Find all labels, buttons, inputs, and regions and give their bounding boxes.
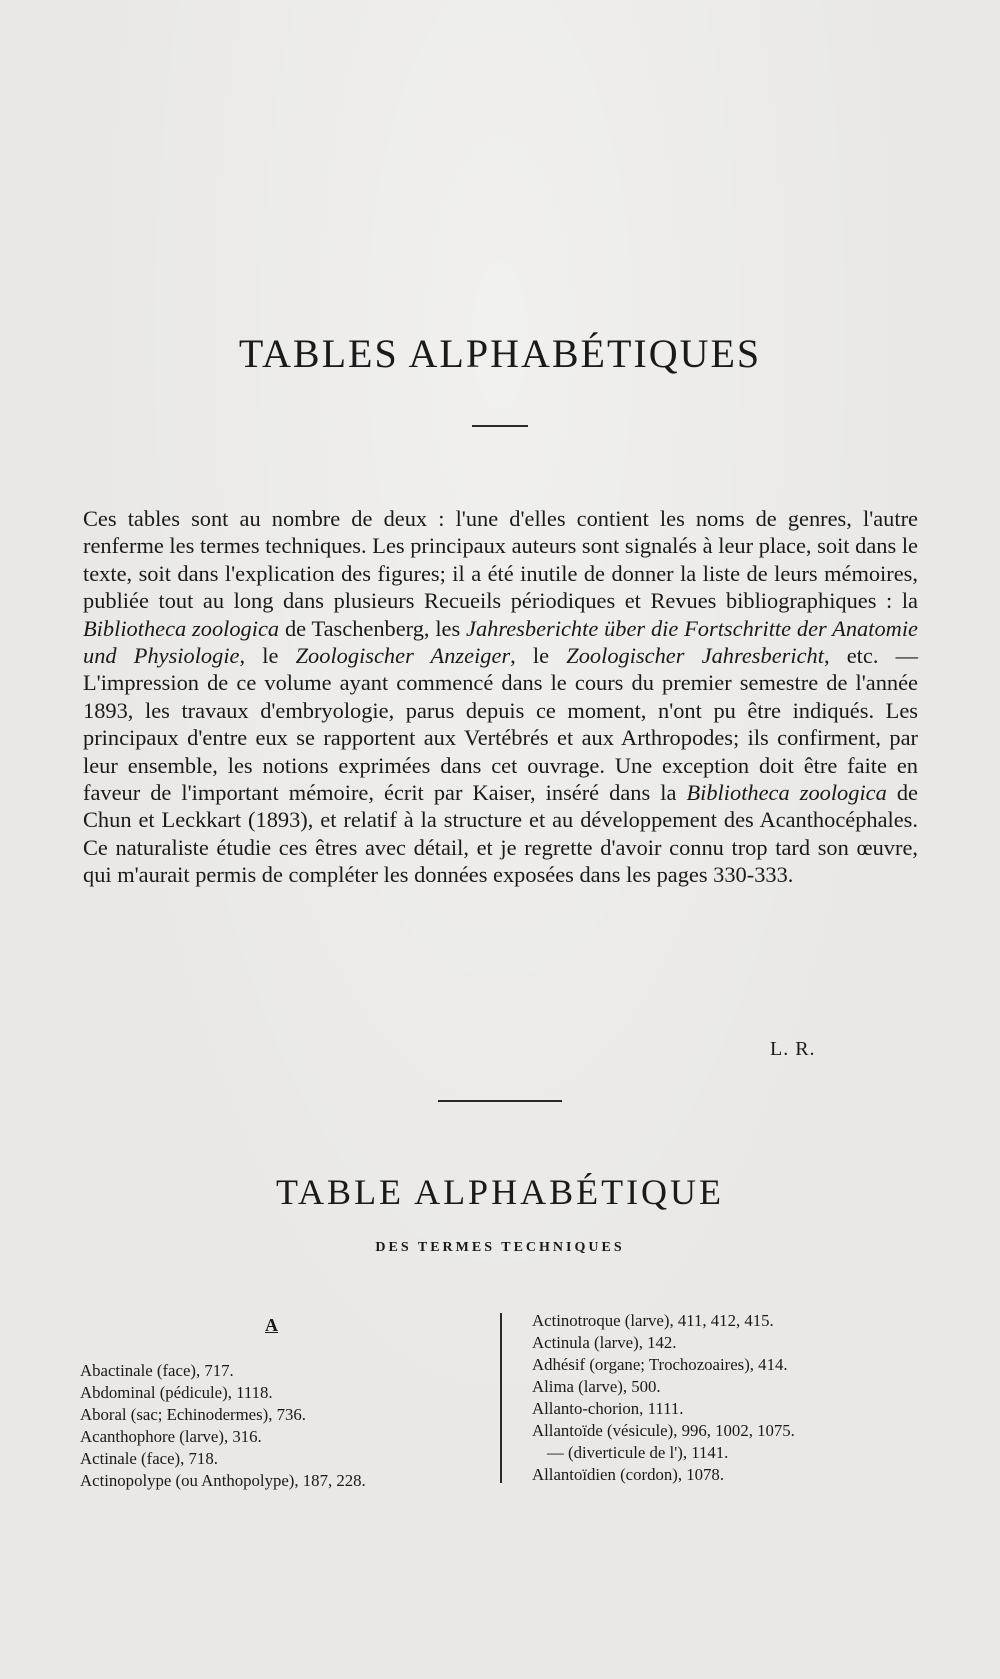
intro-italic-5: Bibliotheca zoologica bbox=[686, 780, 887, 806]
index-entry: Allantoïde (vésicule), 996, 1002, 1075. bbox=[532, 1421, 795, 1440]
intro-italic-1: Bibliotheca zoologica bbox=[83, 615, 280, 641]
intro-text-4: , le bbox=[510, 643, 567, 669]
intro-text-3: , le bbox=[239, 643, 296, 669]
intro-paragraph bbox=[83, 505, 918, 889]
column-divider bbox=[500, 1313, 502, 1483]
index-column-right bbox=[532, 1310, 932, 1486]
index-entry: Abactinale (face), 717. bbox=[80, 1361, 234, 1380]
intro-italic-4: Zoologischer Jahresbericht bbox=[566, 643, 824, 669]
section-title: TABLE ALPHABÉTIQUE bbox=[275, 1172, 725, 1212]
index-column-left bbox=[80, 1360, 490, 1492]
intro-italic-2: Jahresberichte über die Fortschritte der Anatomie und Physiologie bbox=[83, 615, 918, 669]
letter-heading: A bbox=[265, 1315, 278, 1335]
intro-text-1: Ces tables sont au nombre de deux : l'une d'elles contient les noms de genres, l'autre renferme les termes techniques. Les principaux auteurs sont signalés à leur place, soit dans le texte, soit dans l'explication des figures; il a été inutile de donner la liste de leurs mémoires, publiée tout au long dans plusieurs Recueils périodiques et Revues bibliographiques : la bbox=[83, 506, 918, 614]
index-entry: Alima (larve), 500. bbox=[532, 1377, 661, 1396]
index-entry: Aboral (sac; Echinodermes), 736. bbox=[80, 1405, 307, 1424]
section-subtitle: DES TERMES TECHNIQUES bbox=[375, 1240, 625, 1255]
signature: L. R. bbox=[770, 1038, 816, 1060]
index-entry: Allanto-chorion, 1111. bbox=[532, 1399, 684, 1418]
intro-text-2: de Taschenberg, les bbox=[279, 615, 467, 641]
index-entry: Adhésif (organe; Trochozoaires), 414. bbox=[532, 1355, 788, 1374]
index-entry: Actinopolype (ou Anthopolype), 187, 228. bbox=[80, 1471, 366, 1490]
index-entry: Actinula (larve), 142. bbox=[532, 1333, 677, 1352]
section-rule bbox=[438, 1100, 562, 1102]
index-entry: Allantoïdien (cordon), 1078. bbox=[532, 1465, 725, 1484]
intro-text-5: , etc. — L'impression de ce volume ayant commencé dans le cours du premier semestre de l'année 1893, les travaux d'embryologie, parus depuis ce moment, n'ont pu être indiqués. Les principaux d'entre eux se rapportent aux Vertébrés et aux Arthropodes; ils confirment, par leur ensemble, les notions exprimées dans cet ouvrage. Une exception doit être faite en faveur de l'important mémoire, écrit par Kaiser, inséré dans la bbox=[83, 643, 918, 806]
intro-italic-3: Zoologischer Anzeiger bbox=[295, 643, 511, 669]
index-entry: Acanthophore (larve), 316. bbox=[80, 1427, 262, 1446]
index-entry: Actinotroque (larve), 411, 412, 415. bbox=[532, 1311, 774, 1330]
index-entry: Abdominal (pédicule), 1118. bbox=[80, 1383, 273, 1402]
title-rule bbox=[472, 425, 528, 427]
index-subentry: — (diverticule de l'), 1141. bbox=[547, 1443, 729, 1462]
main-title: TABLES ALPHABÉTIQUES bbox=[238, 331, 762, 376]
index-entry: Actinale (face), 718. bbox=[80, 1449, 218, 1468]
intro-text-6: de Chun et Leckkart (1893), et relatif à la structure et au développement des Acanthocéphales. Ce naturaliste étudie ces êtres avec détail, et je regrette d'avoir connu trop tard son œuvre, qui m'aurait permis de compléter les données exposées dans les pages 330-333. bbox=[83, 780, 918, 888]
